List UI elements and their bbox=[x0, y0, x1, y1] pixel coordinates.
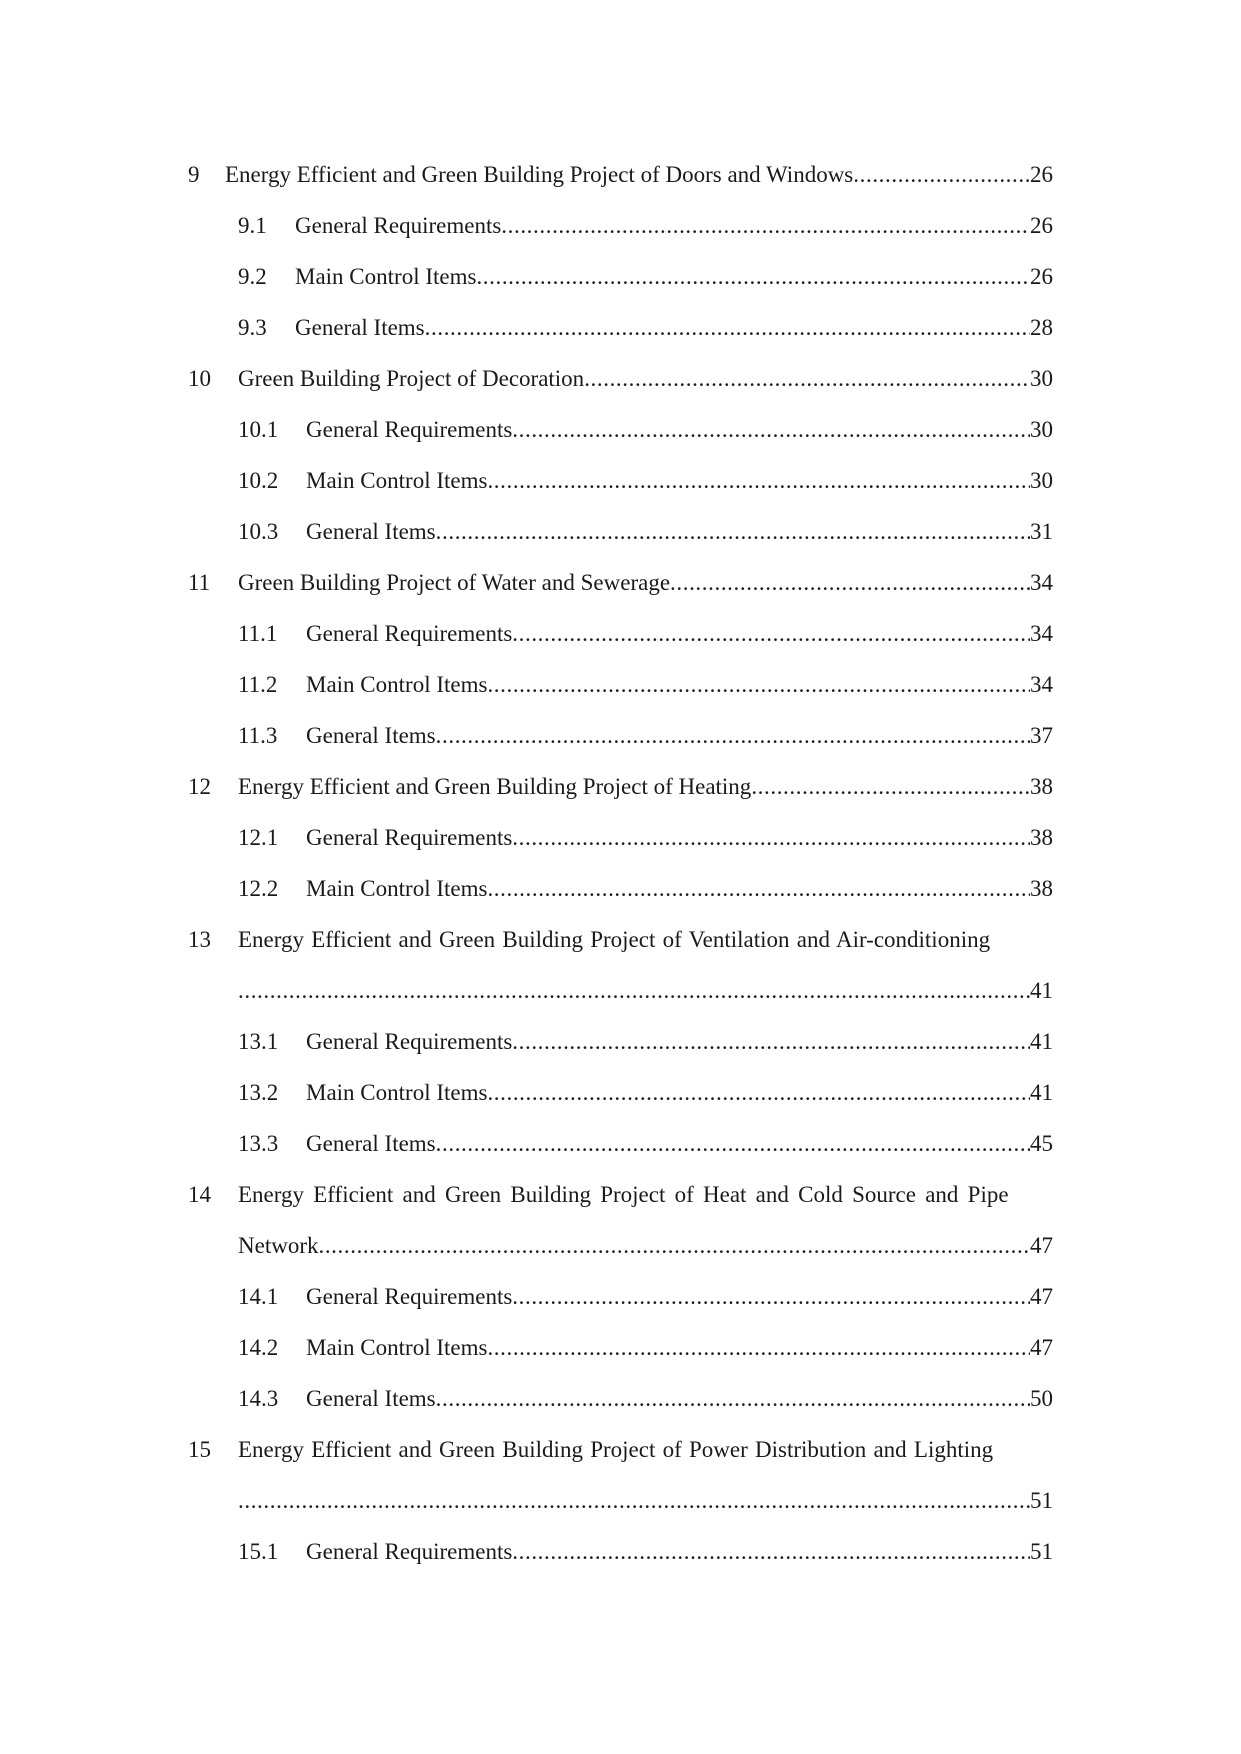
toc-entry-number: 14.2 bbox=[238, 1335, 279, 1360]
toc-entry[interactable] bbox=[238, 209, 1053, 243]
dot-leader bbox=[318, 1229, 1030, 1263]
toc-entry-number: 13.1 bbox=[238, 1029, 279, 1054]
toc-entry-number: 13.2 bbox=[238, 1080, 279, 1105]
toc-entry-page: 28 bbox=[1030, 315, 1053, 340]
dot-leader bbox=[670, 566, 1030, 600]
toc-entry-title: General Items bbox=[306, 519, 436, 544]
toc-entry-title: General Requirements bbox=[295, 213, 502, 238]
toc-entry-page: 47 bbox=[1030, 1335, 1053, 1360]
dot-leader bbox=[751, 770, 1030, 804]
toc-entry[interactable] bbox=[238, 1280, 1053, 1314]
toc-entry-title: Green Building Project of Water and Sewerage bbox=[238, 570, 671, 595]
toc-entry-number: 12.1 bbox=[238, 825, 279, 850]
toc-entry-page: 47 bbox=[1030, 1284, 1053, 1309]
toc-entry-title: Energy Efficient and Green Building Project of Heat and Cold Source and Pipe bbox=[238, 1182, 1009, 1207]
toc-entry[interactable] bbox=[188, 158, 1053, 192]
dot-leader bbox=[436, 515, 1030, 549]
toc-entry-title: General Items bbox=[295, 315, 425, 340]
toc-entry[interactable] bbox=[238, 1535, 1053, 1569]
toc-entry-page: 41 bbox=[1030, 1029, 1053, 1054]
toc-entry-title: Energy Efficient and Green Building Project of Heating bbox=[238, 774, 752, 799]
toc-entry[interactable] bbox=[238, 821, 1053, 855]
dot-leader bbox=[512, 1025, 1030, 1059]
toc-entry-title: General Items bbox=[306, 1131, 436, 1156]
toc-entry-title: Energy Efficient and Green Building Project of Doors and Windows bbox=[225, 162, 854, 187]
toc-entry-title: Main Control Items bbox=[295, 264, 477, 289]
toc-entry-title: General Requirements bbox=[306, 1284, 513, 1309]
toc-entry[interactable] bbox=[238, 311, 1053, 345]
toc-entry-page: 38 bbox=[1030, 876, 1053, 901]
toc-entry[interactable] bbox=[188, 566, 1053, 600]
toc-entry-title: Network bbox=[238, 1233, 319, 1258]
toc-entry-title: General Requirements bbox=[306, 1029, 513, 1054]
toc-entry-page: 37 bbox=[1030, 723, 1053, 748]
toc-entry[interactable] bbox=[188, 770, 1053, 804]
dot-leader bbox=[487, 1331, 1030, 1365]
toc-entry[interactable] bbox=[188, 1433, 1053, 1467]
toc-entry-title: Main Control Items bbox=[306, 876, 488, 901]
toc-entry-page: 38 bbox=[1030, 825, 1053, 850]
toc-entry-continuation[interactable] bbox=[238, 974, 1053, 1008]
toc-entry-number: 11 bbox=[188, 570, 211, 595]
toc-entry-page: 30 bbox=[1030, 417, 1053, 442]
toc-entry-page: 26 bbox=[1030, 162, 1053, 187]
toc-entry-number: 11.3 bbox=[238, 723, 278, 748]
toc-entry-continuation[interactable] bbox=[238, 1484, 1053, 1518]
dot-leader bbox=[853, 158, 1030, 192]
dot-leader bbox=[425, 311, 1030, 345]
dot-leader bbox=[584, 362, 1030, 396]
dot-leader bbox=[436, 719, 1030, 753]
toc-entry-number: 11.2 bbox=[238, 672, 278, 697]
toc-entry-title: Main Control Items bbox=[306, 1080, 488, 1105]
toc-entry-number: 9.3 bbox=[238, 315, 267, 340]
toc-entry[interactable] bbox=[238, 719, 1053, 753]
toc-entry[interactable] bbox=[238, 617, 1053, 651]
toc-entry-continuation[interactable] bbox=[238, 1229, 1053, 1263]
toc-entry-number: 10.1 bbox=[238, 417, 279, 442]
toc-entry-page: 34 bbox=[1030, 621, 1053, 646]
toc-entry-page: 31 bbox=[1030, 519, 1053, 544]
toc-entry-number: 13.3 bbox=[238, 1131, 279, 1156]
toc-entry-number: 9 bbox=[188, 162, 200, 187]
toc-entry-page: 41 bbox=[1030, 1080, 1053, 1105]
dot-leader bbox=[512, 821, 1030, 855]
toc-entry-page: 26 bbox=[1030, 264, 1053, 289]
toc-entry-page: 47 bbox=[1030, 1233, 1053, 1258]
toc-entry[interactable] bbox=[238, 464, 1053, 498]
toc-entry-title: General Items bbox=[306, 723, 436, 748]
dot-leader bbox=[512, 413, 1030, 447]
toc-entry-page: 45 bbox=[1030, 1131, 1053, 1156]
toc-entry-title: General Requirements bbox=[306, 1539, 513, 1564]
toc-entry-page: 50 bbox=[1030, 1386, 1053, 1411]
dot-leader bbox=[512, 1280, 1030, 1314]
toc-entry[interactable] bbox=[238, 1331, 1053, 1365]
toc-entry[interactable] bbox=[238, 260, 1053, 294]
toc-entry-title: General Requirements bbox=[306, 417, 513, 442]
toc-entry-title: Main Control Items bbox=[306, 468, 488, 493]
toc-entry-title: Main Control Items bbox=[306, 672, 488, 697]
toc-entry-number: 15 bbox=[188, 1437, 211, 1462]
dot-leader bbox=[487, 1076, 1030, 1110]
toc-entry-number: 10.3 bbox=[238, 519, 279, 544]
toc-entry-number: 14.1 bbox=[238, 1284, 279, 1309]
toc-entry-page: 30 bbox=[1030, 366, 1053, 391]
toc-entry[interactable] bbox=[238, 1127, 1053, 1161]
toc-entry-number: 10.2 bbox=[238, 468, 279, 493]
dot-leader bbox=[238, 974, 1030, 1008]
toc-entry-title: Energy Efficient and Green Building Project of Ventilation and Air-conditioning bbox=[238, 927, 991, 952]
toc-entry-title: Main Control Items bbox=[306, 1335, 488, 1360]
toc-entry-page: 41 bbox=[1030, 978, 1053, 1003]
toc-entry[interactable] bbox=[238, 1382, 1053, 1416]
toc-entry-page: 30 bbox=[1030, 468, 1053, 493]
toc-entry[interactable] bbox=[238, 668, 1053, 702]
toc-entry[interactable] bbox=[188, 1178, 1053, 1212]
toc-entry-page: 51 bbox=[1030, 1539, 1053, 1564]
toc-entry[interactable] bbox=[238, 413, 1053, 447]
toc-entry-number: 12 bbox=[188, 774, 211, 799]
toc-entry-number: 9.1 bbox=[238, 213, 267, 238]
dot-leader bbox=[512, 1535, 1030, 1569]
dot-leader bbox=[436, 1382, 1030, 1416]
dot-leader bbox=[487, 668, 1030, 702]
toc-entry-number: 13 bbox=[188, 927, 211, 952]
toc-entry-page: 38 bbox=[1030, 774, 1053, 799]
dot-leader bbox=[436, 1127, 1030, 1161]
dot-leader bbox=[238, 1484, 1030, 1518]
dot-leader bbox=[512, 617, 1030, 651]
toc-entry-title: General Items bbox=[306, 1386, 436, 1411]
toc-entry-title: General Requirements bbox=[306, 825, 513, 850]
toc-entry-page: 34 bbox=[1030, 672, 1053, 697]
toc-entry[interactable] bbox=[238, 1076, 1053, 1110]
toc-entry-number: 14 bbox=[188, 1182, 211, 1207]
toc-entry[interactable] bbox=[188, 362, 1053, 396]
toc-entry-page: 51 bbox=[1030, 1488, 1053, 1513]
toc-entry[interactable] bbox=[238, 1025, 1053, 1059]
dot-leader bbox=[476, 260, 1030, 294]
toc-entry[interactable] bbox=[238, 872, 1053, 906]
dot-leader bbox=[487, 872, 1030, 906]
toc-entry-number: 11.1 bbox=[238, 621, 278, 646]
toc-entry-number: 12.2 bbox=[238, 876, 279, 901]
toc-entry-title: Energy Efficient and Green Building Project of Power Distribution and Lighting bbox=[238, 1437, 994, 1462]
toc-entry-number: 10 bbox=[188, 366, 211, 391]
toc-entry-number: 15.1 bbox=[238, 1539, 279, 1564]
toc-entry-title: General Requirements bbox=[306, 621, 513, 646]
toc-entry-number: 9.2 bbox=[238, 264, 267, 289]
toc-entry-title: Green Building Project of Decoration bbox=[238, 366, 585, 391]
dot-leader bbox=[501, 209, 1030, 243]
toc-entry-page: 26 bbox=[1030, 213, 1053, 238]
toc-entry[interactable] bbox=[238, 515, 1053, 549]
dot-leader bbox=[487, 464, 1030, 498]
toc-entry-page: 34 bbox=[1030, 570, 1053, 595]
toc-entry[interactable] bbox=[188, 923, 1053, 957]
toc-entry-number: 14.3 bbox=[238, 1386, 279, 1411]
